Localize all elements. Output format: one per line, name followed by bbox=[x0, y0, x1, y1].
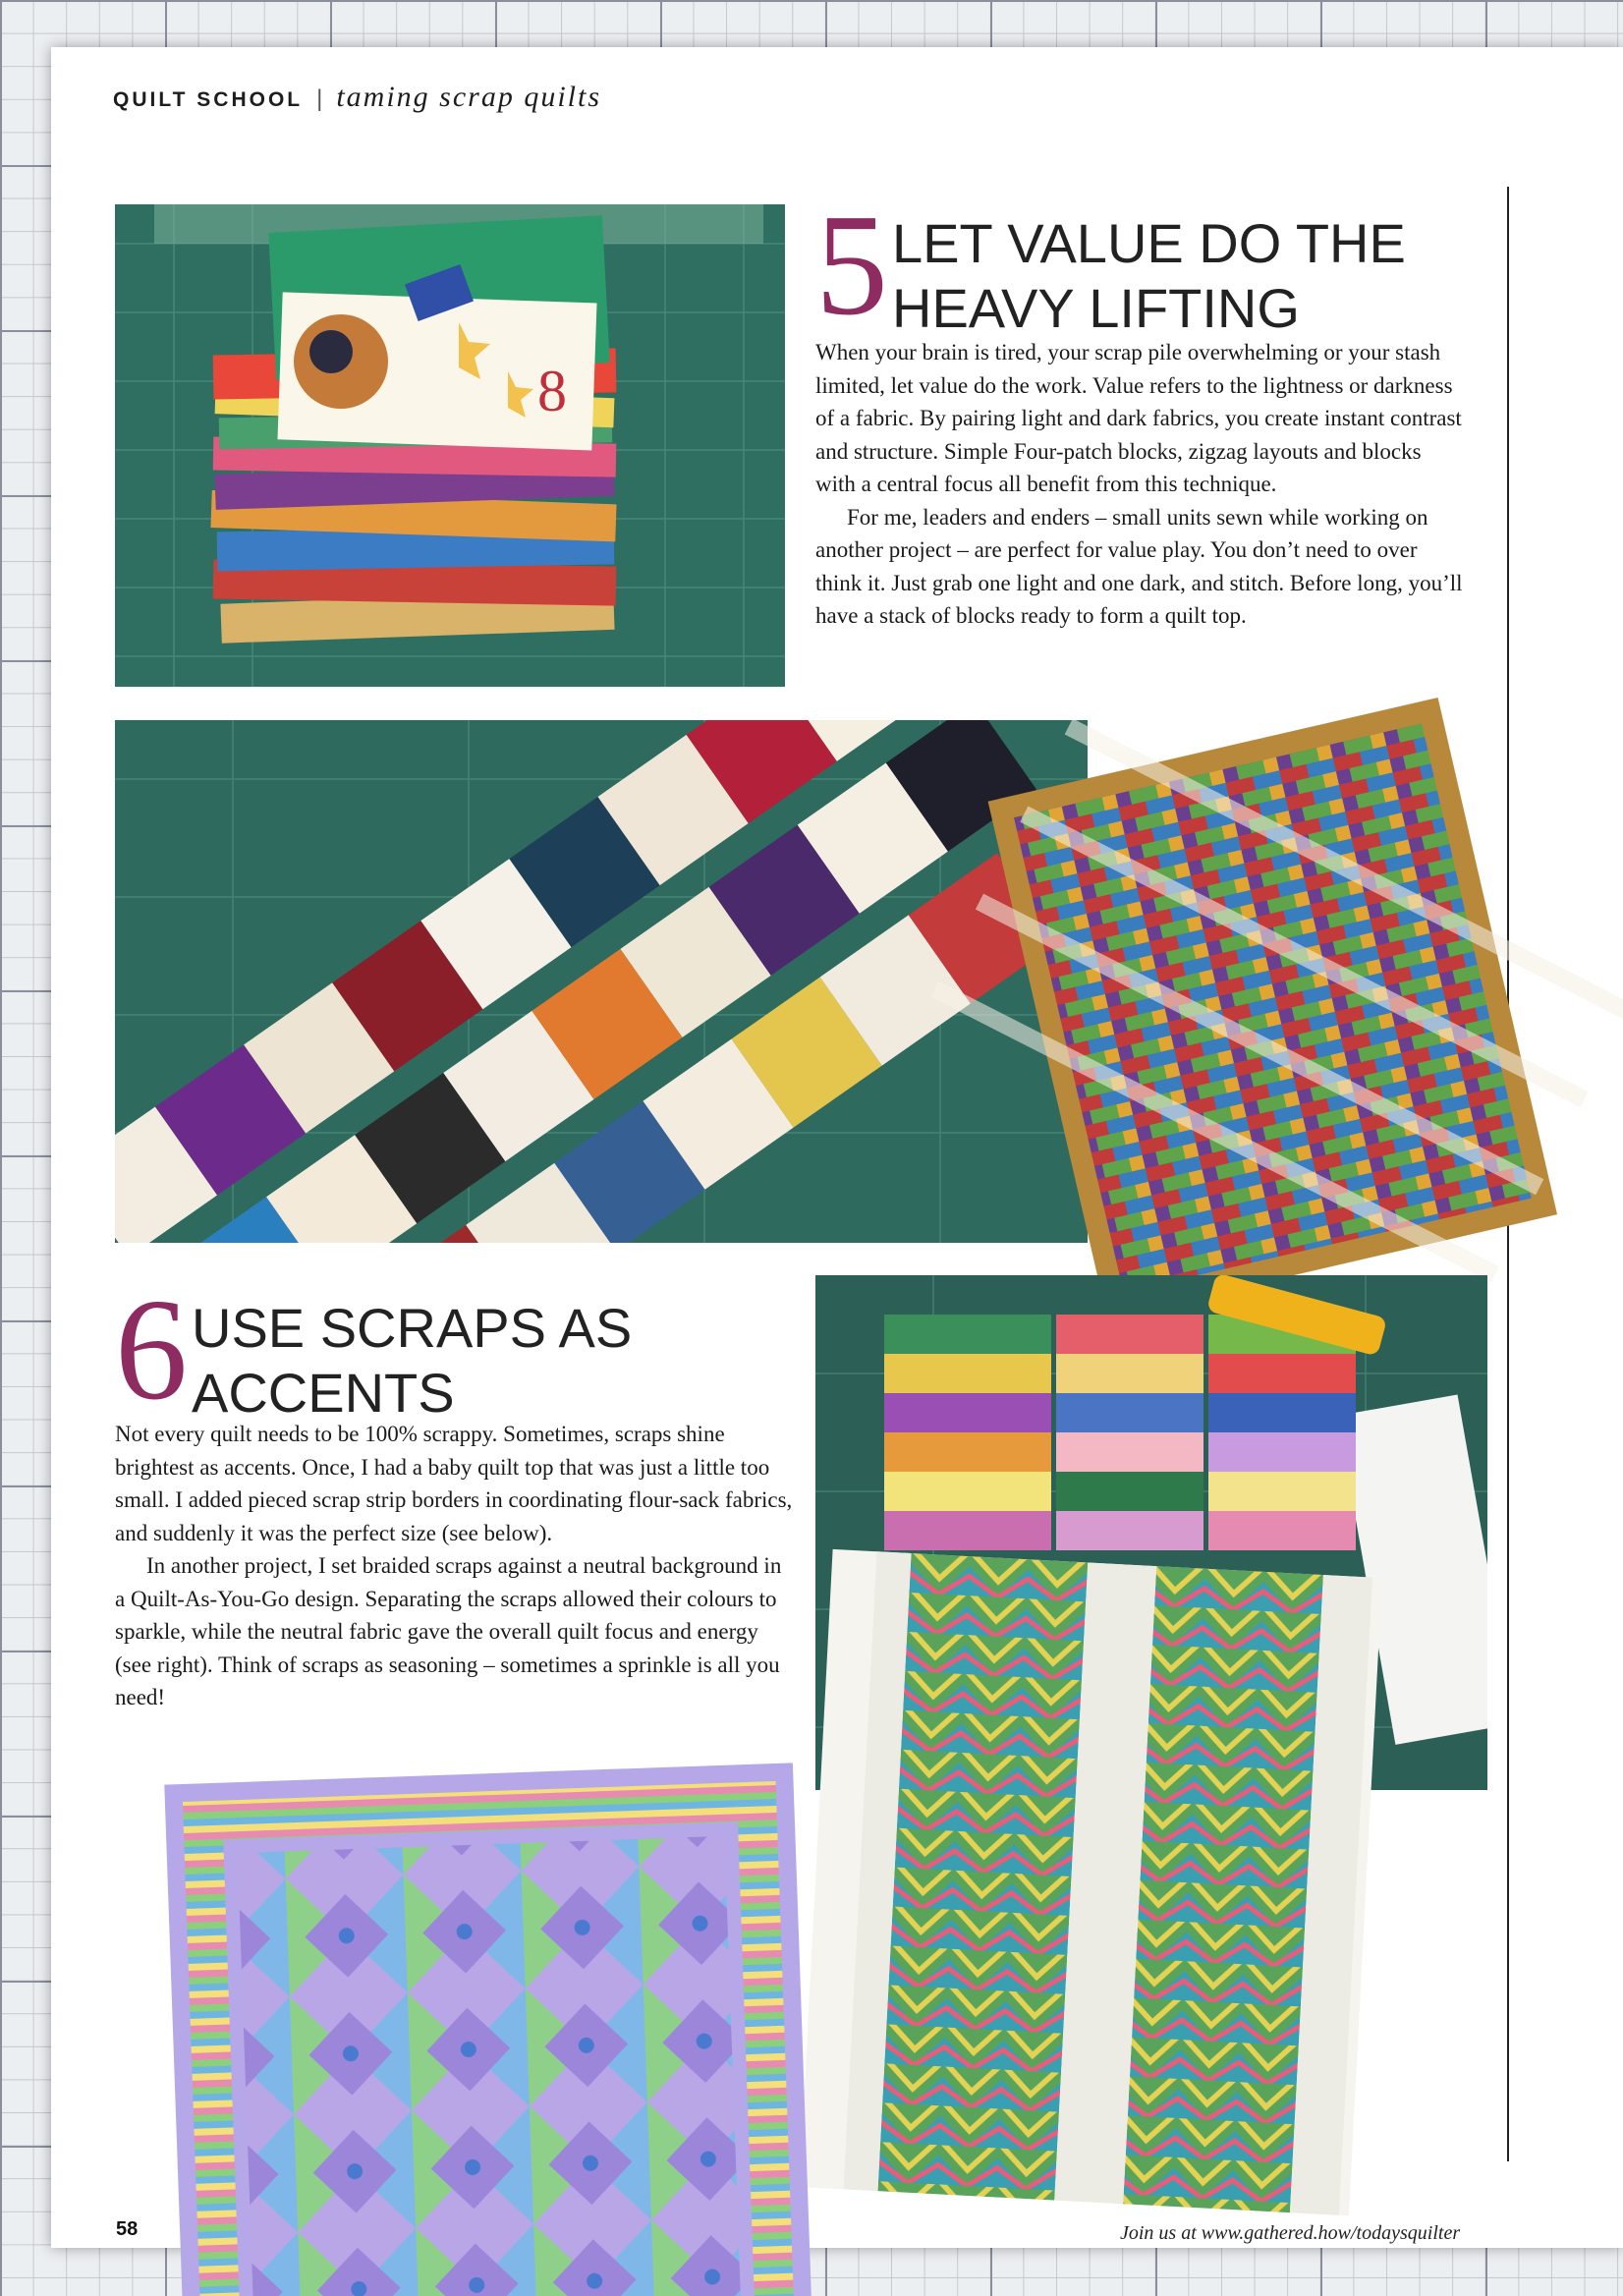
photo-braided-quilt bbox=[747, 1562, 1395, 2211]
tip-5-body bbox=[815, 336, 1464, 633]
photo-baby-quilt bbox=[173, 1754, 821, 2296]
header-topic: taming scrap quilts bbox=[336, 81, 602, 113]
svg-text:8: 8 bbox=[537, 359, 567, 423]
tip-5-number: 5 bbox=[815, 185, 888, 346]
tip-6-number: 6 bbox=[115, 1269, 188, 1430]
tip-5-paragraph-1: When your brain is tired, your scrap pile overwhelming or your stash limited, let value do the work. Value refers to the lightness or darkness of a fabric. By pairing light and dark fabrics, you create instant contrast and structure. Simple Four-patch blocks, zigzag layouts and blocks with a central focus all benefit from this technique. bbox=[815, 340, 1462, 496]
tip-6-paragraph-1: Not every quilt needs to be 100% scrappy. Sometimes, scraps shine brightest as accents. Once, I had a baby quilt top that was just a little too small. I added pieced scrap strip borders in coordinating flour-sack fabrics, and suddenly it was the perfect size (see below). bbox=[115, 1422, 793, 1545]
photo-herringbone-quilt bbox=[998, 725, 1525, 1256]
tip-6-title-line2: ACCENTS bbox=[192, 1362, 455, 1424]
tip-5-paragraph-2: For me, leaders and enders – small units sewn while working on another project – are perfect for value play. You don’t need to over think it. Just grab one light and one dark, and stitch. Before long, you’ll have a stack of blocks ready to form a quilt top. bbox=[815, 504, 1463, 628]
tip-6-body bbox=[115, 1418, 793, 1714]
tip-6-title-line1: USE SCRAPS AS bbox=[192, 1297, 633, 1359]
header-separator: | bbox=[316, 85, 323, 112]
page-number: 58 bbox=[116, 2218, 139, 2240]
photo-scrap-stack bbox=[115, 204, 785, 687]
tip-5-title-line2: HEAVY LIFTING bbox=[892, 277, 1300, 339]
tip-5-title-line1: LET VALUE DO THE bbox=[892, 212, 1406, 274]
footer-credit: Join us at www.gathered.how/todaysquilter bbox=[1120, 2222, 1461, 2244]
section-label: QUILT SCHOOL bbox=[113, 88, 304, 111]
tip-6-heading bbox=[115, 1269, 783, 1430]
tip-6-paragraph-2: In another project, I set braided scraps against a neutral background in a Quilt-As-You-Go design. Separating the scraps allowed their colours to sparkle, while the neutral fabric gave the overall quilt focus and energy (see right). Think of scraps as seasoning – sometimes a sprinkle is all you need! bbox=[115, 1553, 782, 1709]
photo-zigzag-blocks bbox=[115, 720, 1088, 1243]
tip-5-heading bbox=[815, 185, 1483, 346]
running-header bbox=[113, 81, 601, 114]
